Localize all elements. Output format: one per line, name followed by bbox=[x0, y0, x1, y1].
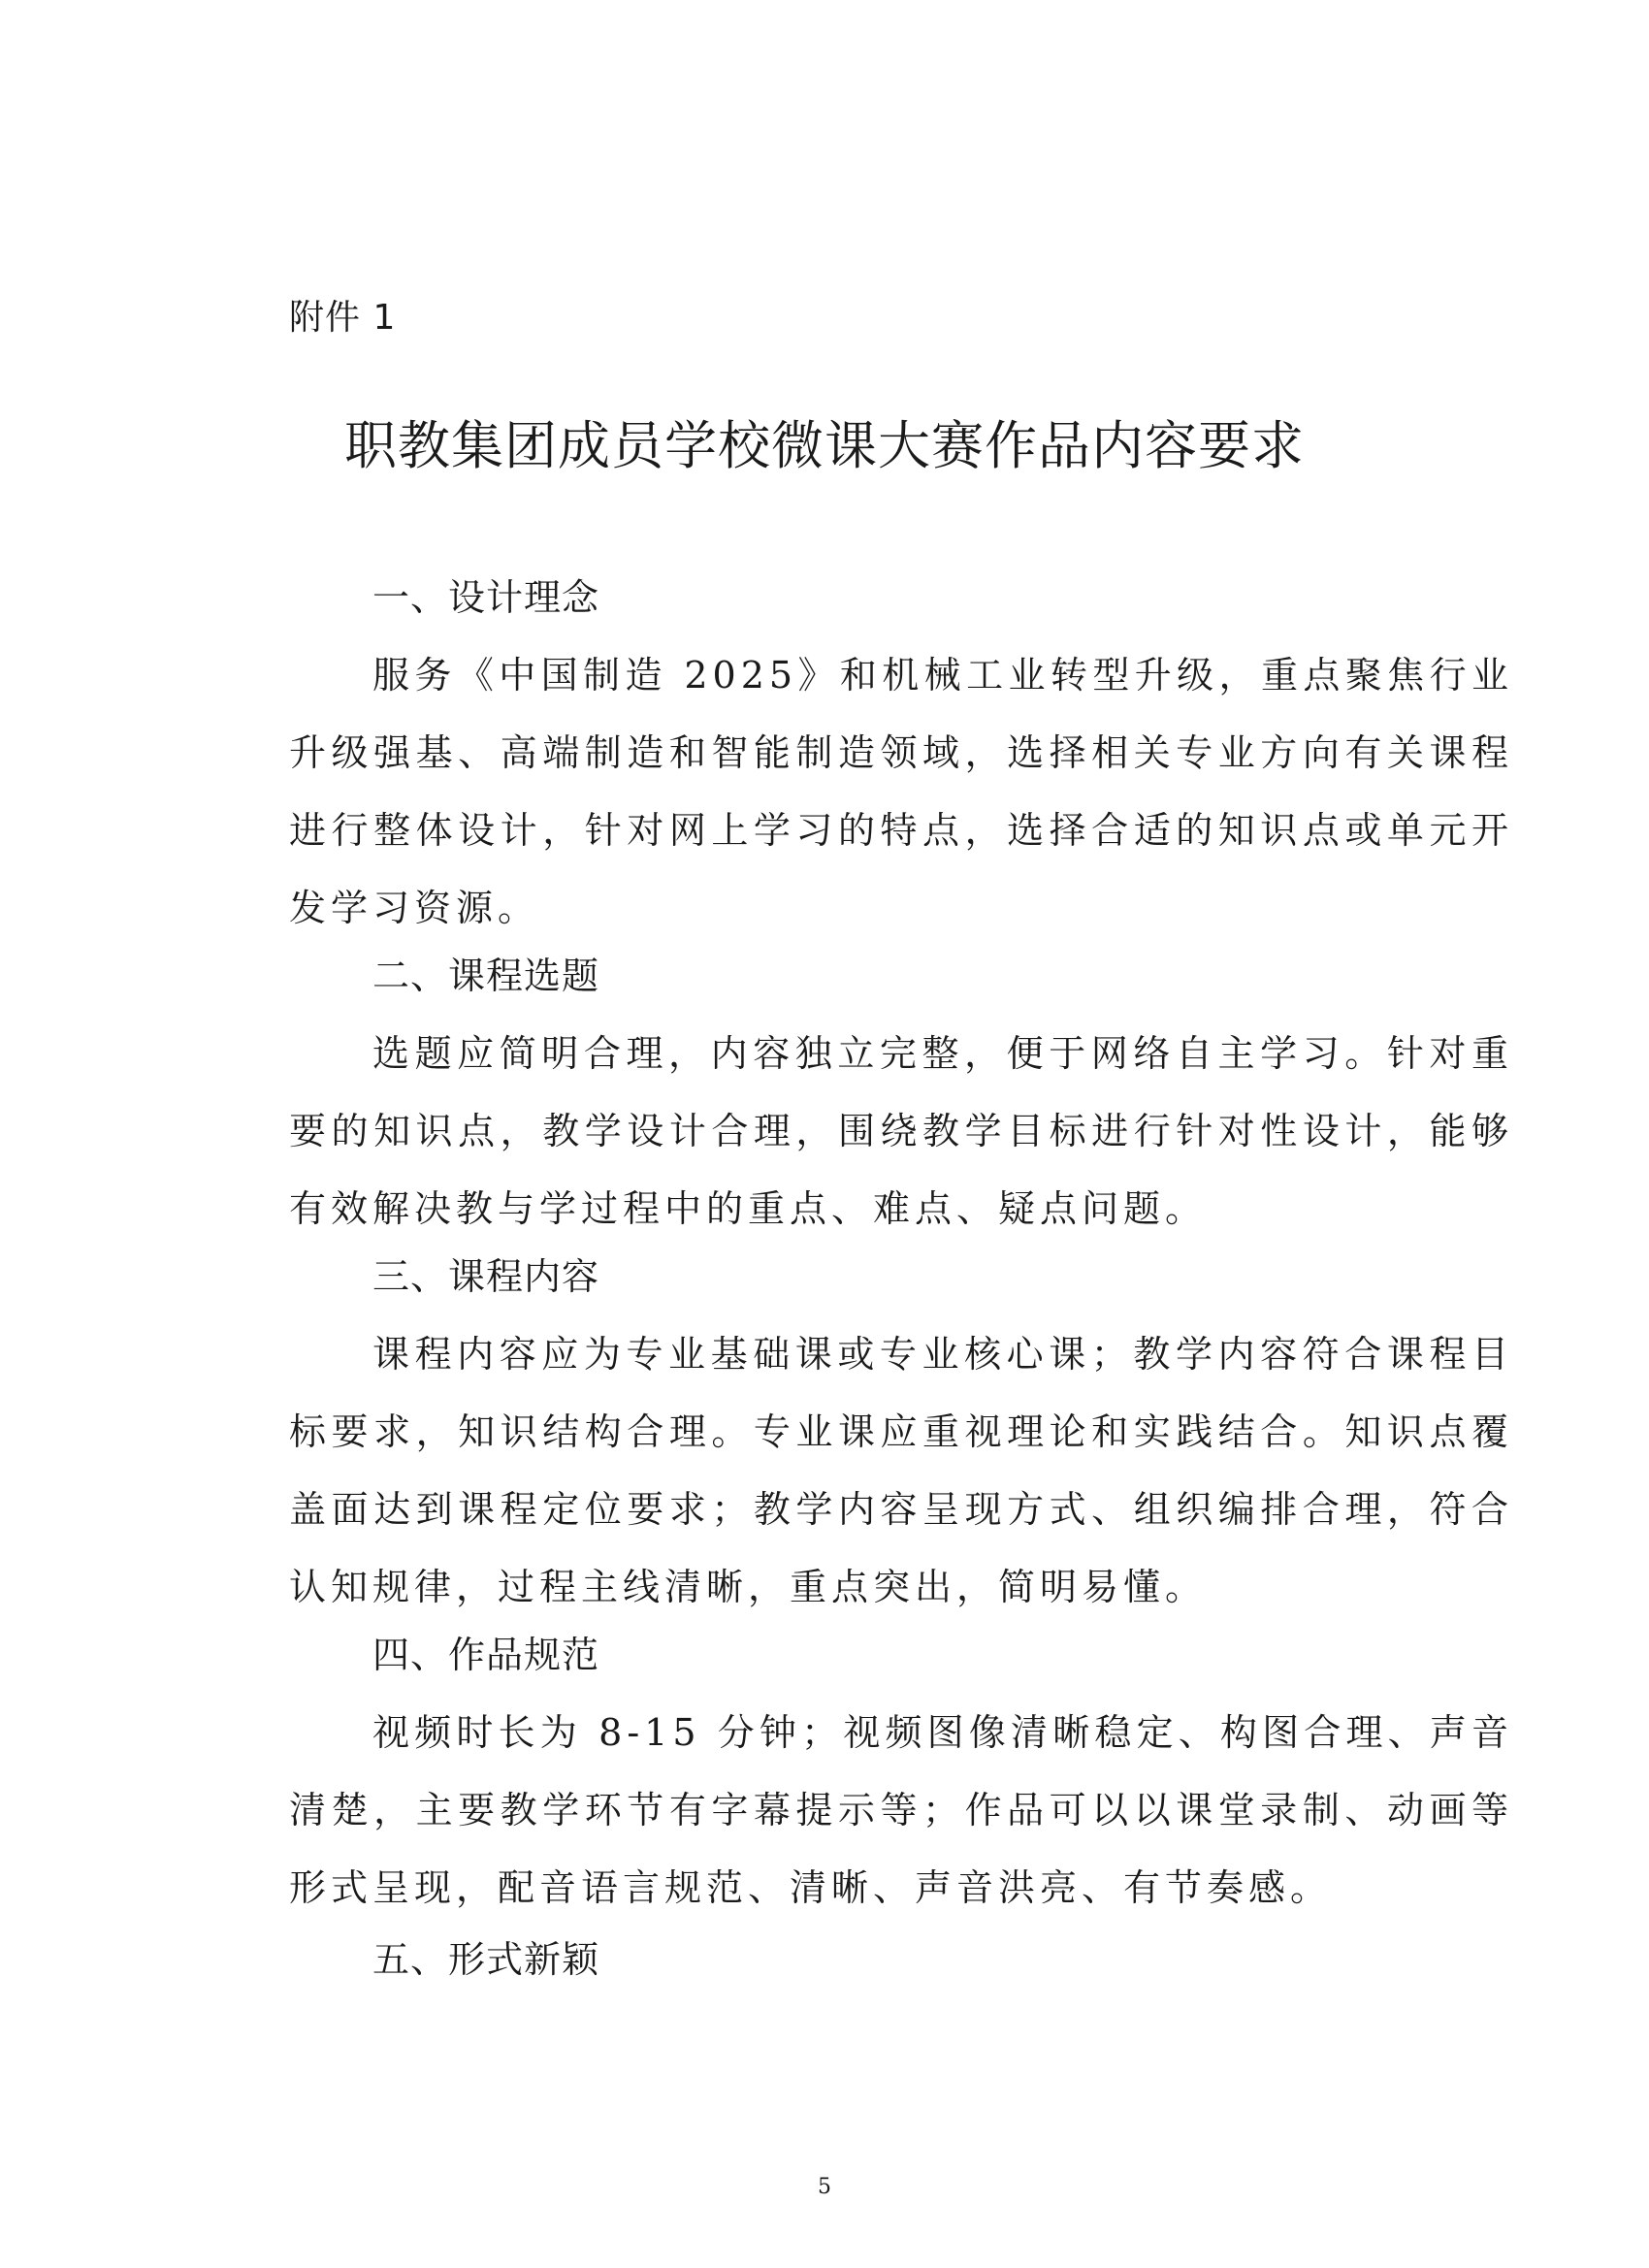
page-number: 5 bbox=[818, 2175, 831, 2199]
section-body-course-topic: 选题应简明合理，内容独立完整，便于网络自主学习。针对重要的知识点，教学设计合理，围绕教学目标进行针对性设计，能够有效解决教与学过程中的重点、难点、疑点问题。 bbox=[289, 1032, 1513, 1230]
section-body-design-concept: 服务《中国制造 2025》和机械工业转型升级，重点聚焦行业升级强基、高端制造和智能制造领域，选择相关专业方向有关课程进行整体设计，针对网上学习的特点，选择合适的知识点或单元开发学习资源。 bbox=[289, 654, 1513, 929]
attachment-label: 附件 1 bbox=[289, 298, 397, 338]
section-heading-design-concept: 一、设计理念 bbox=[372, 576, 600, 619]
section-heading-course-content: 三、课程内容 bbox=[372, 1255, 600, 1298]
document-title: 职教集团成员学校微课大赛作品内容要求 bbox=[344, 415, 1305, 476]
section-heading-novel-form: 五、形式新颖 bbox=[372, 1938, 600, 1981]
section-heading-course-topic: 二、课程选题 bbox=[372, 955, 600, 997]
section-body-course-content: 课程内容应为专业基础课或专业核心课；教学内容符合课程目标要求，知识结构合理。专业课应重视理论和实践结合。知识点覆盖面达到课程定位要求；教学内容呈现方式、组织编排合理，符合认知规律，过程主线清晰，重点突出，简明易懂。 bbox=[289, 1333, 1513, 1608]
section-heading-work-specification: 四、作品规范 bbox=[372, 1634, 600, 1676]
section-body-work-specification: 视频时长为 8-15 分钟；视频图像清晰稳定、构图合理、声音清楚，主要教学环节有字幕提示等；作品可以以课堂录制、动画等形式呈现，配音语言规范、清晰、声音洪亮、有节奏感。 bbox=[289, 1711, 1513, 1909]
